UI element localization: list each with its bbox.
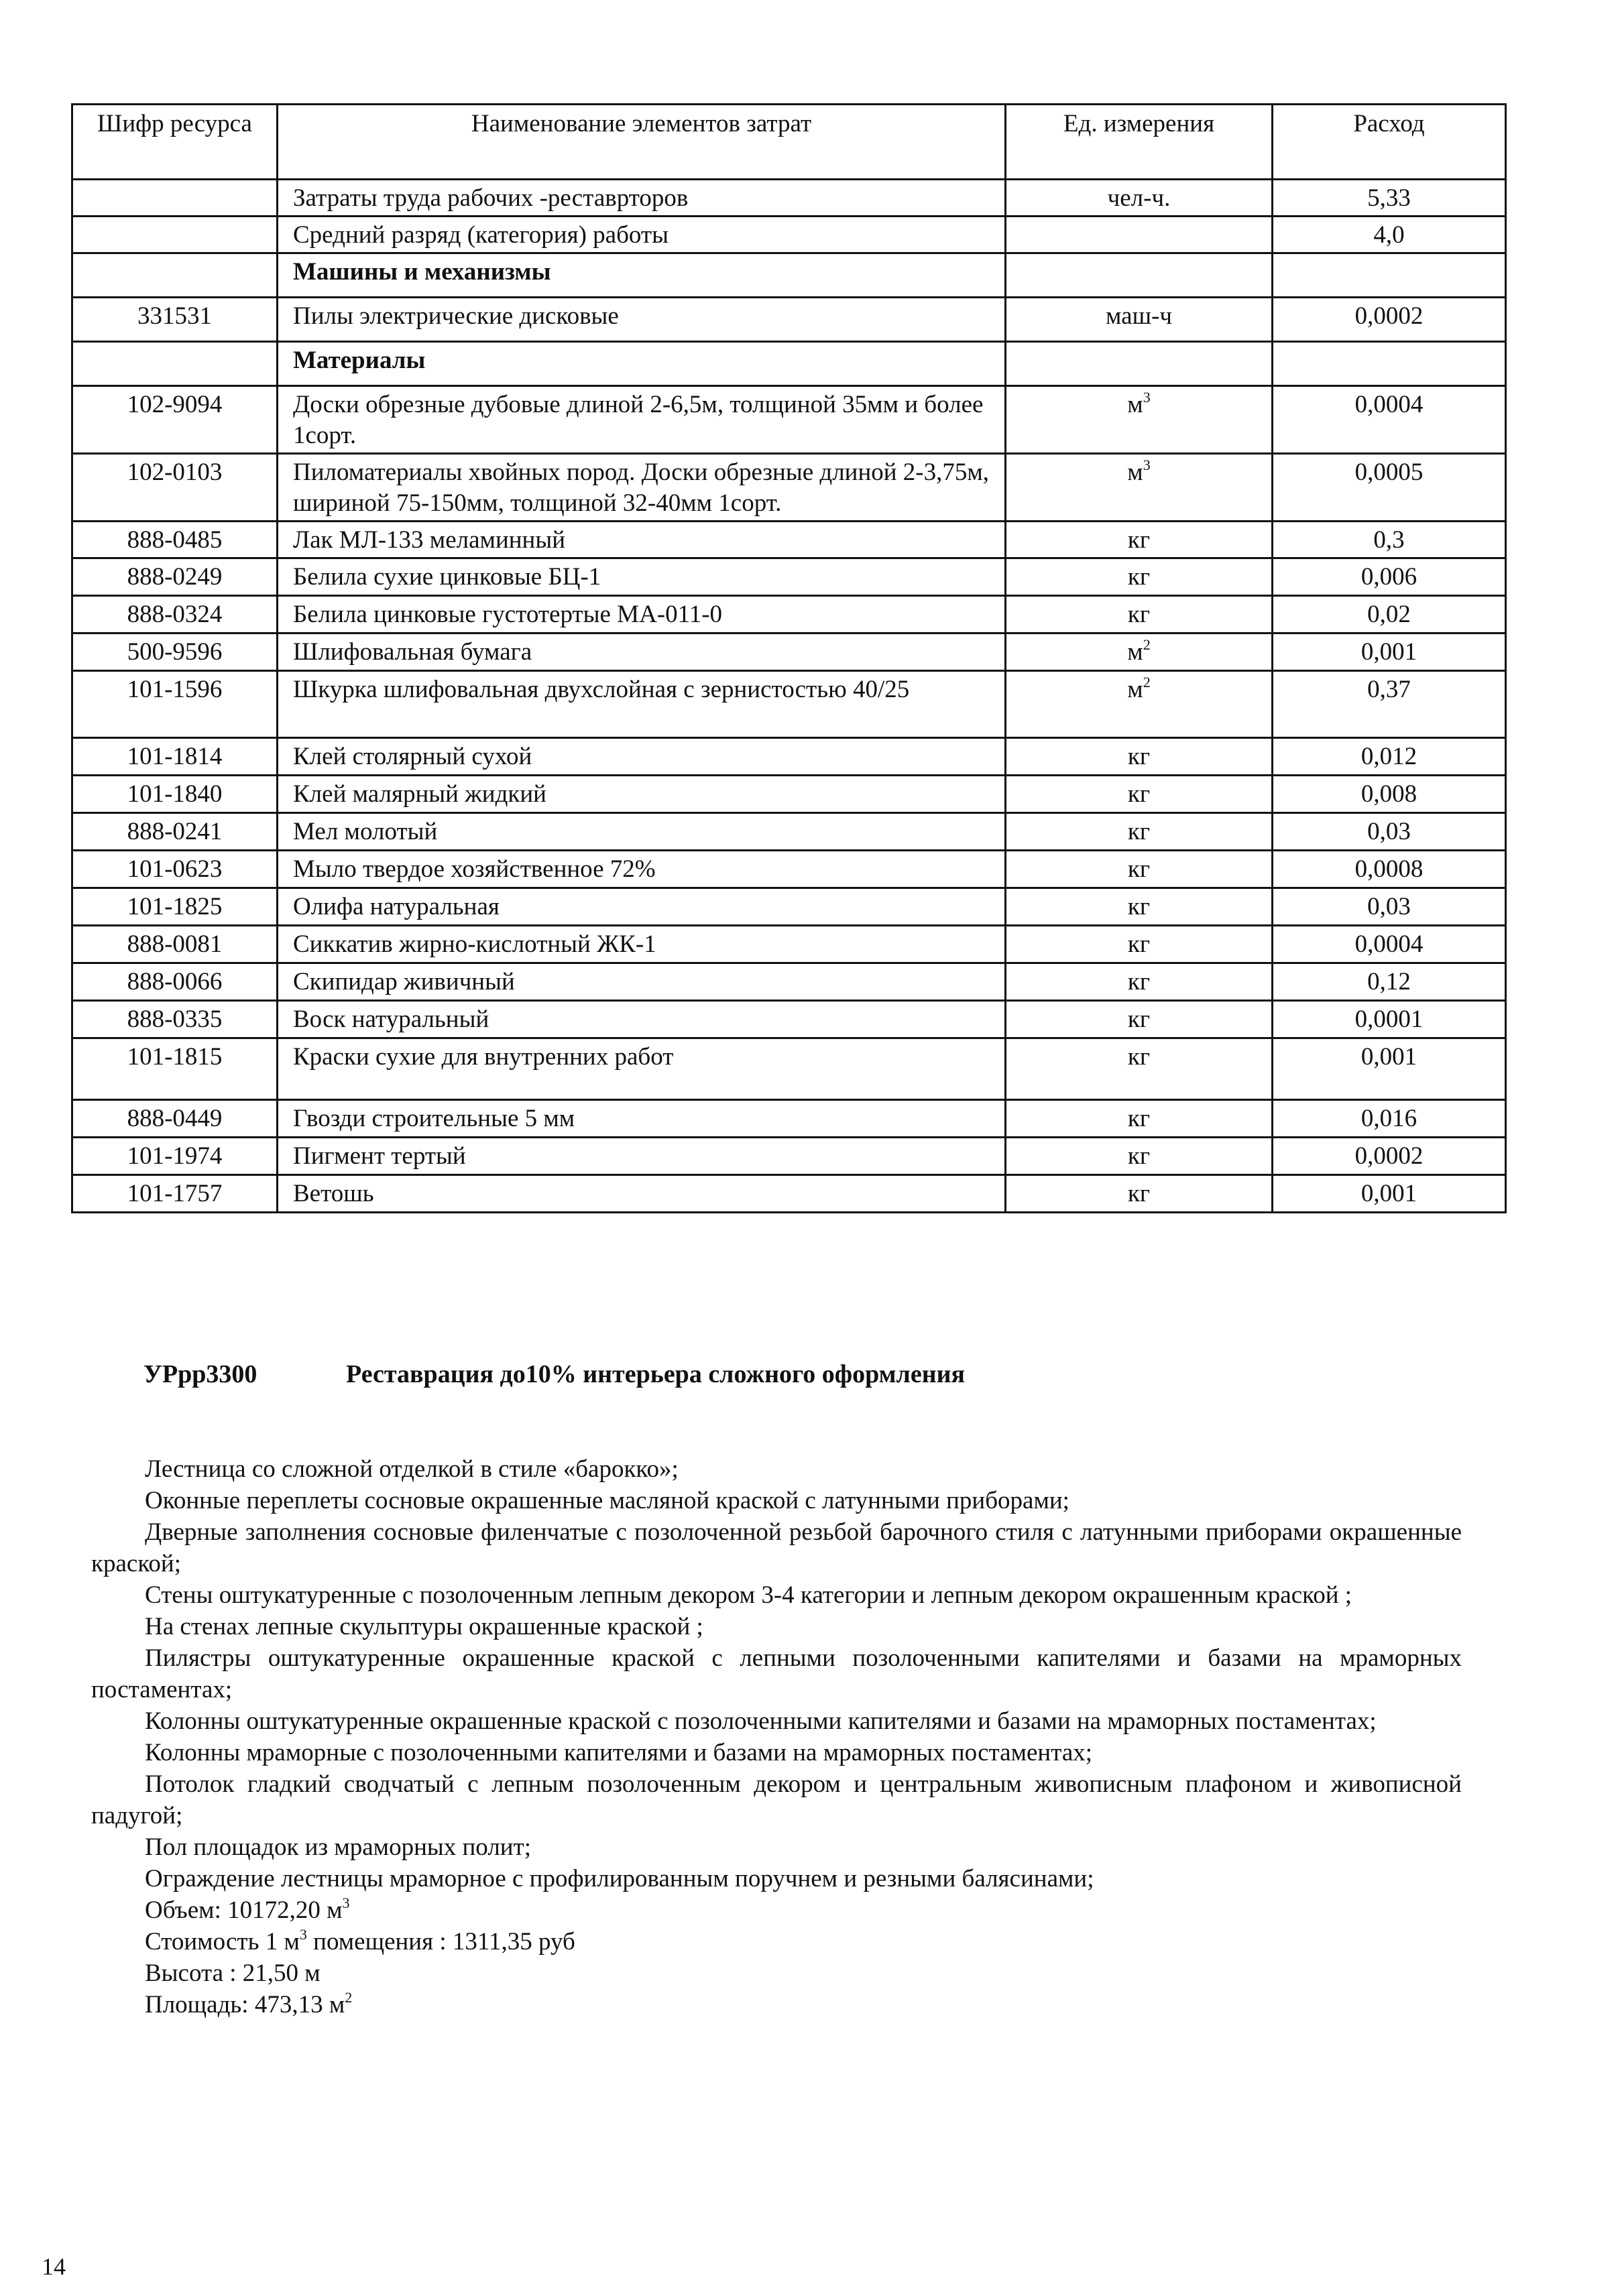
cell-code: 102-9094 (72, 386, 278, 454)
cell-name: Мыло твердое хозяйственное 72% (278, 851, 1006, 888)
cell-unit: $м^3$ (1006, 454, 1273, 522)
cell-code: 101-1974 (72, 1138, 278, 1175)
table-row (72, 888, 1506, 926)
cell-name: Белила сухие цинковые БЦ-1 (278, 558, 1006, 596)
cell-code: 888-0485 (72, 522, 278, 558)
cell-name: Клей малярный жидкий (278, 776, 1006, 813)
cell-name: Средний разряд (категория) работы (278, 217, 1006, 253)
cell-code: 101-1815 (72, 1038, 278, 1100)
table-row (72, 963, 1506, 1001)
description-lines (91, 1453, 1462, 1894)
cell-code: 888-0081 (72, 926, 278, 963)
table-row (72, 1175, 1506, 1213)
cell-unit: кг (1006, 1175, 1273, 1213)
description-line: Колонны мраморные с позолоченными капителями и базами на мраморных постаментах; (145, 1739, 1093, 1766)
cell-name: Сиккатив жирно-кислотный ЖК-1 (278, 926, 1006, 963)
cell-qty: 0,0005 (1273, 454, 1506, 522)
cell-unit: кг (1006, 1038, 1273, 1100)
resource-table (71, 103, 1507, 1213)
cell-name: Клей столярный сухой (278, 738, 1006, 776)
cell-name: Скипидар живичный (278, 963, 1006, 1001)
cell-code: 888-0335 (72, 1001, 278, 1038)
table-row (72, 776, 1506, 813)
cell-qty: 0,02 (1273, 596, 1506, 633)
table-row (72, 1038, 1506, 1100)
section-heading (143, 1360, 1417, 1389)
table-row (72, 1138, 1506, 1175)
cell-name: Пиломатериалы хвойных пород. Доски обрезные длиной 2-3,75м, шириной 75-150мм, толщиной 32-40мм 1сорт. (278, 454, 1006, 522)
table-body (72, 180, 1506, 1213)
description-line: Пол площадок из мраморных полит; (145, 1833, 532, 1861)
cell-code: 888-0449 (72, 1100, 278, 1138)
cell-code (72, 217, 278, 253)
cell-unit: $м^2$ (1006, 633, 1273, 671)
cell-name: Лак МЛ-133 меламинный (278, 522, 1006, 558)
cell-qty: 0,001 (1273, 633, 1506, 671)
description-line: Пилястры оштукатуренные окрашенные краской с лепными позолоченными капителями и базами на мраморных постаментах; (91, 1644, 1462, 1703)
cell-code: 888-0324 (72, 596, 278, 633)
table-row (72, 180, 1506, 217)
cell-code: 888-0066 (72, 963, 278, 1001)
cell-unit: кг (1006, 738, 1273, 776)
cell-code: 102-0103 (72, 454, 278, 522)
stat-cost: Стоимость 1 $м^3$ помещения : 1311,35 руб (145, 1925, 575, 1955)
header-unit: Ед. измерения (1006, 105, 1273, 180)
stat-height: Высота : 21,50 м (145, 1959, 321, 1987)
cell-qty: 0,0008 (1273, 851, 1506, 888)
table-row (72, 738, 1506, 776)
cell-name: Пилы электрические дисковые (278, 298, 1006, 342)
header-name: Наименование элементов затрат (278, 105, 1006, 180)
description-line: Потолок гладкий сводчатый с лепным позолоченным декором и центральным живописным плафоном и живописной падугой; (91, 1770, 1462, 1829)
cell-code: 101-1757 (72, 1175, 278, 1213)
table-row (72, 558, 1506, 596)
cell-name: Материалы (278, 342, 1006, 386)
cell-qty: 0,3 (1273, 522, 1506, 558)
description-line: Оконные переплеты сосновые окрашенные масляной краской с латунными приборами; (145, 1487, 1069, 1514)
table-row (72, 633, 1506, 671)
cell-name: Белила цинковые густотертые МА-011-0 (278, 596, 1006, 633)
cell-qty: 0,0002 (1273, 1138, 1506, 1175)
table-row (72, 454, 1506, 522)
cell-unit: маш-ч (1006, 298, 1273, 342)
cell-code: 888-0249 (72, 558, 278, 596)
cell-qty: 0,0004 (1273, 926, 1506, 963)
cell-code: 101-1814 (72, 738, 278, 776)
cell-unit: кг (1006, 522, 1273, 558)
cell-name: Краски сухие для внутренних работ (278, 1038, 1006, 1100)
cell-unit: кг (1006, 596, 1273, 633)
cell-code (72, 342, 278, 386)
cell-code: 331531 (72, 298, 278, 342)
cell-qty: 0,12 (1273, 963, 1506, 1001)
page-number: 14 (42, 2253, 66, 2280)
cell-unit: кг (1006, 1001, 1273, 1038)
cell-unit: кг (1006, 558, 1273, 596)
table-section-row (72, 342, 1506, 386)
description-line: На стенах лепные скульптуры окрашенные краской ; (145, 1613, 703, 1640)
cell-qty: 0,016 (1273, 1100, 1506, 1138)
table-row (72, 671, 1506, 738)
cell-name: Пигмент тертый (278, 1138, 1006, 1175)
cell-qty: 4,0 (1273, 217, 1506, 253)
cell-qty: 0,37 (1273, 671, 1506, 738)
description-line: Стены оштукатуренные с позолоченным лепным декором 3-4 категории и лепным декором окрашенным краской ; (145, 1581, 1352, 1609)
cell-unit: кг (1006, 888, 1273, 926)
description-line: Ограждение лестницы мраморное с профилированным поручнем и резными балясинами; (145, 1865, 1094, 1892)
cell-qty: 0,0001 (1273, 1001, 1506, 1038)
table-section-row (72, 253, 1506, 298)
cell-name: Шлифовальная бумага (278, 633, 1006, 671)
stat-area: Площадь: 473,13 $м^2$ (145, 1988, 353, 2018)
cell-name: Затраты труда рабочих -реставрторов (278, 180, 1006, 217)
cell-name: Олифа натуральная (278, 888, 1006, 926)
cell-code: 888-0241 (72, 813, 278, 851)
cell-qty: 5,33 (1273, 180, 1506, 217)
cell-code (72, 180, 278, 217)
cell-qty: 0,0004 (1273, 386, 1506, 454)
table-row (72, 1001, 1506, 1038)
cell-unit: кг (1006, 963, 1273, 1001)
cell-code: 101-1596 (72, 671, 278, 738)
stat-volume: Объем: 10172,20 $м^3$ (145, 1894, 350, 1924)
cell-code: 101-1840 (72, 776, 278, 813)
cell-unit (1006, 217, 1273, 253)
cell-name: Доски обрезные дубовые длиной 2-6,5м, толщиной 35мм и более 1сорт. (278, 386, 1006, 454)
cell-unit: $м^3$ (1006, 386, 1273, 454)
description-line: Дверные заполнения сосновые филенчатые с позолоченной резьбой барочного стиля с латунными приборами окрашенные краской; (91, 1518, 1462, 1577)
cell-code: 101-0623 (72, 851, 278, 888)
table-row (72, 217, 1506, 253)
cell-qty (1273, 253, 1506, 298)
table-row (72, 926, 1506, 963)
cell-qty: 0,008 (1273, 776, 1506, 813)
cell-unit: кг (1006, 926, 1273, 963)
cell-unit (1006, 253, 1273, 298)
description-block (91, 1453, 1462, 2020)
cell-name: Ветошь (278, 1175, 1006, 1213)
table-header-row (72, 105, 1506, 180)
cell-unit: кг (1006, 776, 1273, 813)
cell-unit: кг (1006, 1138, 1273, 1175)
table-row (72, 522, 1506, 558)
description-line: Колонны оштукатуренные окрашенные краской с позолоченными капителями и базами на мраморных постаментах; (145, 1707, 1377, 1735)
table-row (72, 596, 1506, 633)
cell-name: Мел молотый (278, 813, 1006, 851)
table-row (72, 851, 1506, 888)
table-row (72, 1100, 1506, 1138)
cell-unit: $м^2$ (1006, 671, 1273, 738)
header-code: Шифр ресурса (72, 105, 278, 180)
description-line: Лестница со сложной отделкой в стиле «барокко»; (145, 1455, 679, 1483)
cell-qty: 0,03 (1273, 813, 1506, 851)
cell-name: Гвозди строительные 5 мм (278, 1100, 1006, 1138)
cell-qty: 0,001 (1273, 1175, 1506, 1213)
cell-name: Воск натуральный (278, 1001, 1006, 1038)
cell-unit (1006, 342, 1273, 386)
section-title: Реставрация до10% интерьера сложного оформления (346, 1360, 966, 1388)
cell-unit: кг (1006, 1100, 1273, 1138)
cell-code (72, 253, 278, 298)
cell-qty: 0,001 (1273, 1038, 1506, 1100)
section-code: УРрр3300 (143, 1360, 257, 1388)
cell-name: Машины и механизмы (278, 253, 1006, 298)
cell-qty: 0,006 (1273, 558, 1506, 596)
cell-unit: чел-ч. (1006, 180, 1273, 217)
cell-unit: кг (1006, 813, 1273, 851)
cell-unit: кг (1006, 851, 1273, 888)
cell-qty: 0,03 (1273, 888, 1506, 926)
cell-qty (1273, 342, 1506, 386)
table-row (72, 298, 1506, 342)
cell-code: 500-9596 (72, 633, 278, 671)
header-qty: Расход (1273, 105, 1506, 180)
table-row (72, 813, 1506, 851)
cell-name: Шкурка шлифовальная двухслойная с зернистостью 40/25 (278, 671, 1006, 738)
cell-qty: 0,0002 (1273, 298, 1506, 342)
table-row (72, 386, 1506, 454)
cell-code: 101-1825 (72, 888, 278, 926)
cell-qty: 0,012 (1273, 738, 1506, 776)
